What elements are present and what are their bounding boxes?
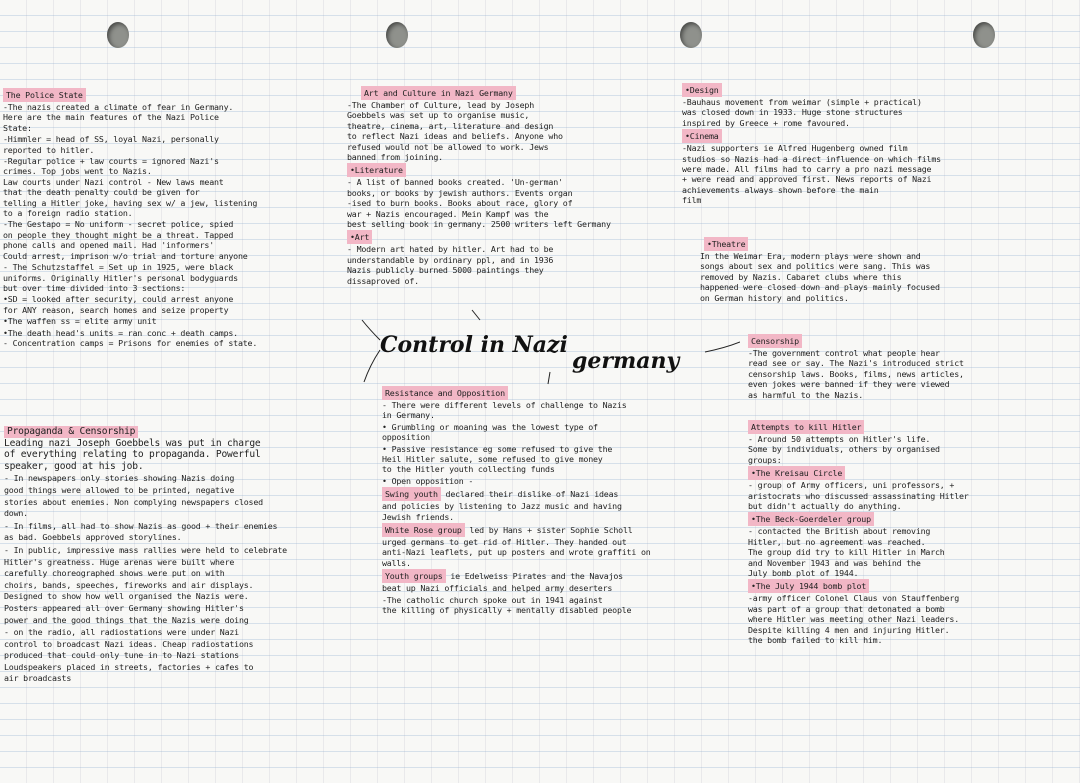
police-state-gestapo: -The Gestapo = No uniform - secret police, spied on people they thought might be a threat. Tapped phone calls and opened mail. Had 'informers' Could arrest, imprison w/o trial and torture anyone bbox=[3, 219, 248, 261]
art-culture-section bbox=[347, 86, 677, 287]
arrow-to-police-state bbox=[362, 320, 380, 340]
design-text: -Bauhaus movement from weimar (simple + practical) was closed down in 1933. Huge stone structures inspired by Greece + rome favoured. bbox=[682, 97, 922, 128]
arrow-to-propaganda bbox=[364, 350, 380, 382]
police-state-death-head: •The death head's units = ran conc + death camps. - Concentration camps = Prisons for enemies of state. bbox=[3, 327, 258, 348]
arrow-to-resistance bbox=[548, 372, 550, 384]
mind-map-arrows bbox=[340, 290, 740, 390]
kreisau-text: - group of Army officers, uni professors, + aristocrats who discussed assassinating Hitler but didn't actually do anything. bbox=[748, 480, 969, 512]
attempts-intro: - Around 50 attempts on Hitler's life. Some by individuals, others by organised groups: bbox=[748, 434, 940, 465]
arrow-to-censorship bbox=[705, 342, 740, 352]
resistance-grumbling: • Grumbling or moaning was the lowest type of opposition bbox=[382, 421, 598, 443]
police-state-waffen: •The waffen ss = elite army unit bbox=[3, 316, 157, 327]
censorship-section bbox=[748, 334, 1076, 401]
youth-groups-label: Youth groups bbox=[382, 569, 446, 583]
propaganda-heading: Propaganda & Censorship bbox=[4, 426, 138, 438]
propaganda-films: - In films, all had to show Nazis as good + their enemies as bad. Goebbels approved storylines. bbox=[4, 520, 278, 543]
beck-label: •The Beck-Goerdeler group bbox=[748, 512, 874, 526]
youth-groups-text: ie Edelweiss Pirates and the Navajos beat up Nazi officials and helped army deserters bbox=[382, 571, 623, 594]
design-label: •Design bbox=[682, 83, 722, 97]
censorship-label: Censorship bbox=[748, 334, 802, 348]
resistance-section bbox=[382, 386, 734, 617]
cinema-label: •Cinema bbox=[682, 129, 722, 143]
punch-hole bbox=[386, 22, 408, 48]
police-state-heading: The Police State bbox=[3, 88, 86, 102]
literature-label: •Literature bbox=[347, 163, 406, 177]
white-rose-label: White Rose group bbox=[382, 523, 465, 537]
swing-youth-text: declared their dislike of Nazi ideas and policies by listening to Jazz music and having Jewish friends. bbox=[382, 489, 622, 522]
police-state-intro: -The nazis created a climate of fear in Germany. Here are the main features of the Nazi Police State: bbox=[3, 102, 234, 133]
police-state-courts: -Regular police + law courts = ignored Nazi's crimes. Top jobs went to Nazis. Law courts under Nazi control - New laws meant that the death penalty could be given for telling a Hitler joke, having sex w/ a jew, listening to a foreign radio station. bbox=[3, 156, 258, 219]
cinema-text: -Nazi supporters ie Alfred Hugenberg owned film studios so Nazis had a direct influence on which films were made. All films had to carry a pro nazi message + were read and approved first. News reports of Nazi achievements always shown before the main film bbox=[682, 143, 941, 206]
punch-hole bbox=[680, 22, 702, 48]
punch-hole bbox=[107, 22, 129, 48]
literature-text: - A list of banned books created. 'Un-german' books, or books by jewish authors. Events organ -ised to burn books. Books about race, glory of war + Nazis encouraged. Mein Kampf was the best selling book in germany. 2500 writers left Germany bbox=[347, 177, 611, 230]
police-state-sd: •SD = looked after security, could arrest anyone for ANY reason, search homes and seize property bbox=[3, 294, 234, 315]
art-label: •Art bbox=[347, 230, 372, 244]
police-state-himmler: -Himmler = head of SS, loyal Nazi, personally reported to hitler. bbox=[3, 134, 219, 155]
kreisau-label: •The Kreisau Circle bbox=[748, 466, 845, 480]
propaganda-newspapers: - In newspapers only stories showing Nazis doing good things were allowed to be printed, negative stories about enemies. Non complying newspapers closed down. bbox=[4, 473, 263, 519]
theatre-section bbox=[700, 237, 1078, 304]
swing-youth-label: Swing youth bbox=[382, 487, 441, 501]
page-title-line-2: germany bbox=[572, 348, 680, 374]
resistance-church: -The catholic church spoke out in 1941 against the killing of physically + mentally disabled people bbox=[382, 594, 632, 616]
theatre-text: In the Weimar Era, modern plays were shown and songs about sex and politics were sang. This was removed by Nazis. Cabaret clubs where this happened were closed down and plays mainly focused on German history and politics. bbox=[700, 251, 940, 303]
attempts-section bbox=[748, 420, 1078, 647]
july-plot-text: -army officer Colonel Claus von Stauffenberg was part of a group that detonated a bomb where Hitler was meeting other Nazi leaders. Despite killing 4 men and injuring Hitler. the bomb failed to kill him. bbox=[748, 593, 959, 646]
arrow-to-art-culture bbox=[472, 310, 480, 320]
police-state-section bbox=[3, 88, 355, 349]
art-text: - Modern art hated by hitler. Art had to be understandable by ordinary ppl, and in 1936 Nazis publicly burned 5000 paintings they dissaproved of. bbox=[347, 244, 554, 286]
art-culture-heading: Art and Culture in Nazi Germany bbox=[361, 86, 516, 100]
white-rose-text: led by Hans + sister Sophie Scholl urged germans to get rid of Hitler. They handed out anti-Nazi leaflets, put up posters and wrote graffiti on walls. bbox=[382, 525, 651, 568]
page-title: Control in Nazi bbox=[380, 332, 568, 358]
july-plot-label: •The July 1944 bomb plot bbox=[748, 579, 869, 593]
art-culture-intro: -The Chamber of Culture, lead by Joseph Goebbels was set up to organise music, theatre, cinema, art, literature and design to reflect Nazi ideas and beliefs. Anyone who refused would not be allowed to work. Jews banned from joining. bbox=[347, 100, 563, 163]
design-cinema-section bbox=[682, 83, 1076, 207]
propaganda-radio: - on the radio, all radiostations were under Nazi control to broadcast Nazi ideas. Cheap radiostations produced that could only tune in to Nazi stations Loudspeakers placed in streets, factories + cafes to air broadcasts bbox=[4, 627, 254, 684]
beck-text: - contacted the British about removing Hitler, but no agreement was reached. The group did try to kill Hitler in March and November 1943 and was behind the July bomb plot of 1944. bbox=[748, 526, 945, 579]
resistance-passive: • Passive resistance eg some refused to give the Heil Hitler salute, some refused to give money to the Hitler youth collecting funds bbox=[382, 443, 613, 475]
resistance-open: • Open opposition - bbox=[382, 475, 474, 486]
propaganda-intro: Leading nazi Joseph Goebbels was put in charge of everything relating to propaganda. Powerful speaker, good at his job. bbox=[4, 437, 261, 472]
propaganda-section bbox=[4, 426, 372, 686]
punch-hole bbox=[973, 22, 995, 48]
resistance-heading: Resistance and Opposition bbox=[382, 386, 508, 400]
propaganda-rallies: - In public, impressive mass rallies were held to celebrate Hitler's greatness. Huge arenas were built where carefully choreographed shows were put on with choirs, bands, speeches, fireworks and air displays. Designed to show how well organised the Nazis were. Posters appeared all over Germany showing Hitler's power and the good things that the Nazis were doing bbox=[4, 544, 287, 625]
attempts-heading: Attempts to kill Hitler bbox=[748, 420, 864, 434]
police-state-schutzstaffel: - The Schutzstaffel = Set up in 1925, were black uniforms. Originally Hitler's personal bodyguards but over time divided into 3 sections: bbox=[3, 262, 238, 293]
theatre-label: •Theatre bbox=[704, 237, 748, 251]
resistance-intro: - There were different levels of challenge to Nazis in Germany. bbox=[382, 400, 627, 421]
censorship-text: -The government control what people hear read see or say. The Nazi's introduced strict censorship laws. Books, films, news articles, even jokes were banned if they were viewed as harmful to the Nazis. bbox=[748, 348, 964, 400]
